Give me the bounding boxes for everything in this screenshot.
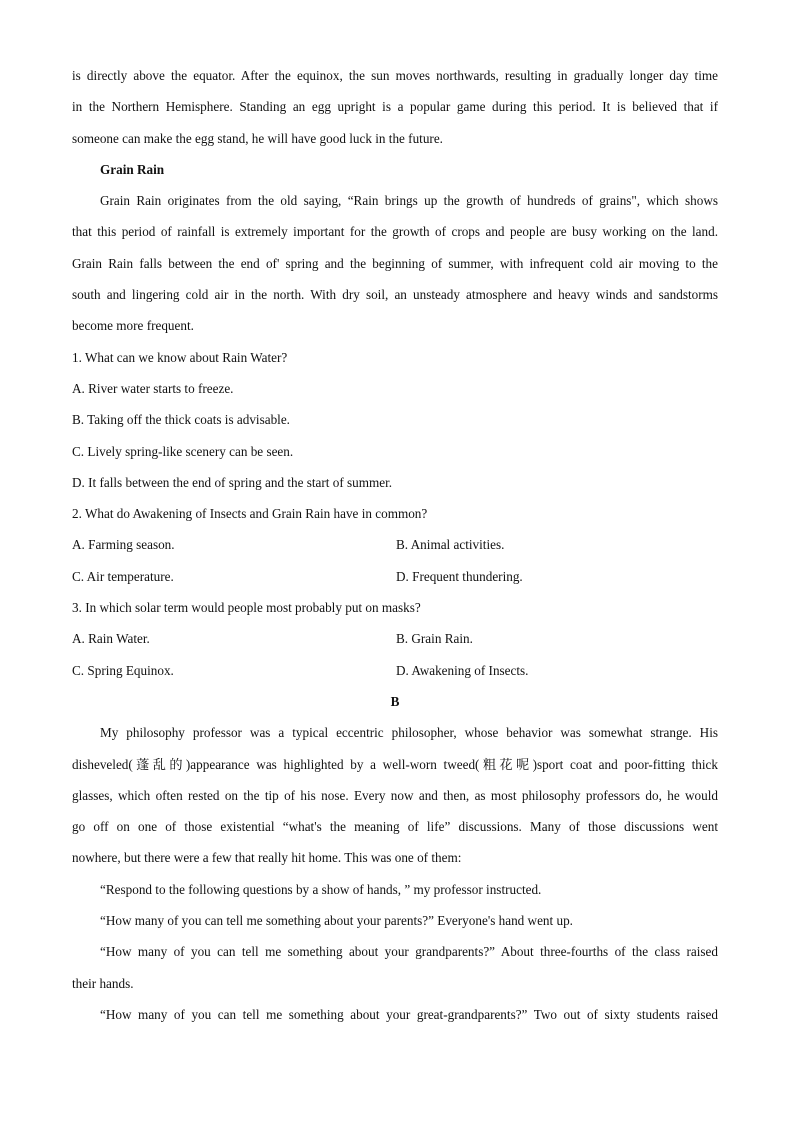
- section-label-b: B: [390, 693, 400, 709]
- question-3-options-row-2: [72, 659, 718, 690]
- question-3-stem: 3. In which solar term would people most probably put on masks?: [72, 600, 421, 616]
- text-line: disheveled(蓬乱的)appearance was highlighted by a well-worn tweed(粗花呢)sport coat and poor-fitting thick: [72, 756, 718, 772]
- text-line: “How many of you can tell me something about your parents?” Everyone's hand went up.: [100, 913, 573, 929]
- text-line: glasses, which often rested on the tip of his nose. Every now and then, as most philosophy professors do, he would: [72, 787, 718, 803]
- question-3-option-c: C. Spring Equinox.: [72, 662, 174, 678]
- text-line: is directly above the equator. After the equinox, the sun moves northwards, resulting in gradually longer day time: [72, 68, 718, 83]
- section-heading-grain-rain: Grain Rain: [100, 161, 165, 177]
- text-line: My philosophy professor was a typical eccentric philosopher, whose behavior was somewhat strange. His: [100, 725, 718, 741]
- question-1-stem: 1. What can we know about Rain Water?: [72, 349, 288, 365]
- text-line: “How many of you can tell me something about your grandparents?” About three-fourths of the class raised: [100, 944, 718, 960]
- text-line: Grain Rain falls between the end of' spring and the beginning of summer, with infrequent cold air moving to the: [72, 255, 718, 271]
- question-2-options-row-2: [72, 565, 718, 596]
- text-line: become more frequent.: [72, 318, 194, 334]
- document-page: [72, 64, 718, 1034]
- text-line: “Respond to the following questions by a show of hands, ” my professor instructed.: [100, 881, 542, 897]
- question-1-option-b: B. Taking off the thick coats is advisable.: [72, 412, 290, 428]
- question-3-option-a: A. Rain Water.: [72, 631, 150, 647]
- question-3-options-row-1: [72, 627, 718, 658]
- text-line: nowhere, but there were a few that really hit home. This was one of them:: [72, 850, 462, 866]
- question-1-option-c: C. Lively spring-like scenery can be seen.: [72, 443, 294, 459]
- text-line: someone can make the egg stand, he will have good luck in the future.: [72, 130, 443, 146]
- text-line: south and lingering cold air in the north. With dry soil, an unsteady atmosphere and heavy winds and sandstorms: [72, 287, 718, 303]
- text-line: that this period of rainfall is extremely important for the growth of crops and people are busy working on the land.: [72, 224, 718, 240]
- text-line: “How many of you can tell me something about your great-grandparents?” Two out of sixty students raised: [100, 1006, 718, 1022]
- text-line: their hands.: [72, 975, 134, 991]
- question-3-option-d: D. Awakening of Insects.: [396, 662, 529, 678]
- text-line: go off on one of those existential “what's the meaning of life” discussions. Many of those discussions went: [72, 819, 718, 835]
- question-2-option-b: B. Animal activities.: [396, 537, 505, 553]
- question-2-option-a: A. Farming season.: [72, 537, 175, 553]
- question-3-option-b: B. Grain Rain.: [396, 631, 473, 647]
- question-2-options-row-1: [72, 533, 718, 564]
- question-1-option-a: A. River water starts to freeze.: [72, 380, 234, 396]
- text-line: Grain Rain originates from the old saying, “Rain brings up the growth of hundreds of grains", which shows: [100, 193, 718, 209]
- question-1-option-d: D. It falls between the end of spring and the start of summer.: [72, 474, 393, 490]
- question-2-option-d: D. Frequent thundering.: [396, 568, 523, 584]
- question-2-option-c: C. Air temperature.: [72, 568, 174, 584]
- text-line: in the Northern Hemisphere. Standing an egg upright is a popular game during this period. It is believed that if: [72, 99, 718, 115]
- question-2-stem: 2. What do Awakening of Insects and Grain Rain have in common?: [72, 506, 428, 522]
